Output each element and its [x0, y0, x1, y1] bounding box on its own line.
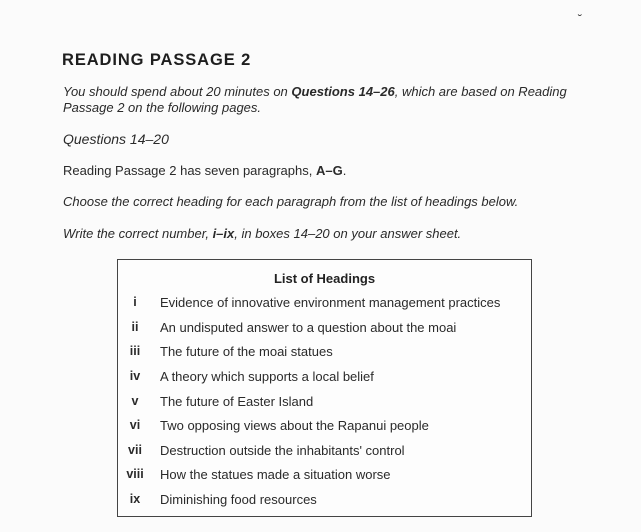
paragraphs-end: . — [342, 163, 347, 178]
heading-number: i — [133, 295, 137, 309]
paragraphs-text: Reading Passage 2 has seven paragraphs, — [63, 163, 316, 178]
heading-text: The future of Easter Island — [160, 394, 314, 409]
instruction-write-text-2: , in boxes 14–20 on your answer sheet. — [234, 226, 462, 241]
heading-text: A theory which supports a local belief — [160, 369, 374, 384]
page-title: READING PASSAGE 2 — [62, 51, 252, 69]
instruction-write — [63, 226, 461, 242]
instruction-choose: Choose the correct heading for each paragraph from the list of headings below. — [63, 194, 519, 209]
intro-questions: Questions 14–26 — [291, 84, 395, 99]
heading-text: Two opposing views about the Rapanui people — [160, 418, 429, 433]
paragraphs-line — [63, 163, 346, 179]
instruction-write-range: i–ix — [212, 226, 235, 241]
headings-box-title: List of Headings — [273, 271, 376, 286]
heading-number: vii — [128, 443, 142, 457]
heading-number: iv — [129, 369, 141, 383]
instruction-write-text-1: Write the correct number, — [63, 226, 213, 241]
headings-box — [117, 259, 532, 517]
intro-text-1: You should spend about 20 minutes on — [63, 84, 292, 99]
heading-number: vi — [129, 418, 141, 432]
intro-paragraph — [63, 84, 603, 116]
intro-text-2: , which are based on Reading Passage 2 on the following pages. — [63, 84, 567, 115]
heading-text: An undisputed answer to a question about the moai — [160, 320, 457, 335]
heading-number: v — [131, 394, 139, 408]
corner-mark: ˘ — [578, 12, 582, 26]
heading-text: Destruction outside the inhabitants' control — [160, 443, 405, 458]
heading-text: Evidence of innovative environment management practices — [160, 295, 501, 310]
questions-title: Questions 14–20 — [63, 131, 169, 147]
heading-text: The future of the moai statues — [160, 344, 333, 359]
heading-number: ix — [129, 492, 141, 506]
paragraphs-range: A–G — [315, 163, 343, 178]
heading-number: iii — [129, 344, 141, 358]
heading-number: ii — [131, 320, 139, 334]
heading-number: viii — [126, 467, 144, 481]
heading-text: Diminishing food resources — [160, 492, 317, 507]
heading-text: How the statues made a situation worse — [160, 467, 391, 482]
